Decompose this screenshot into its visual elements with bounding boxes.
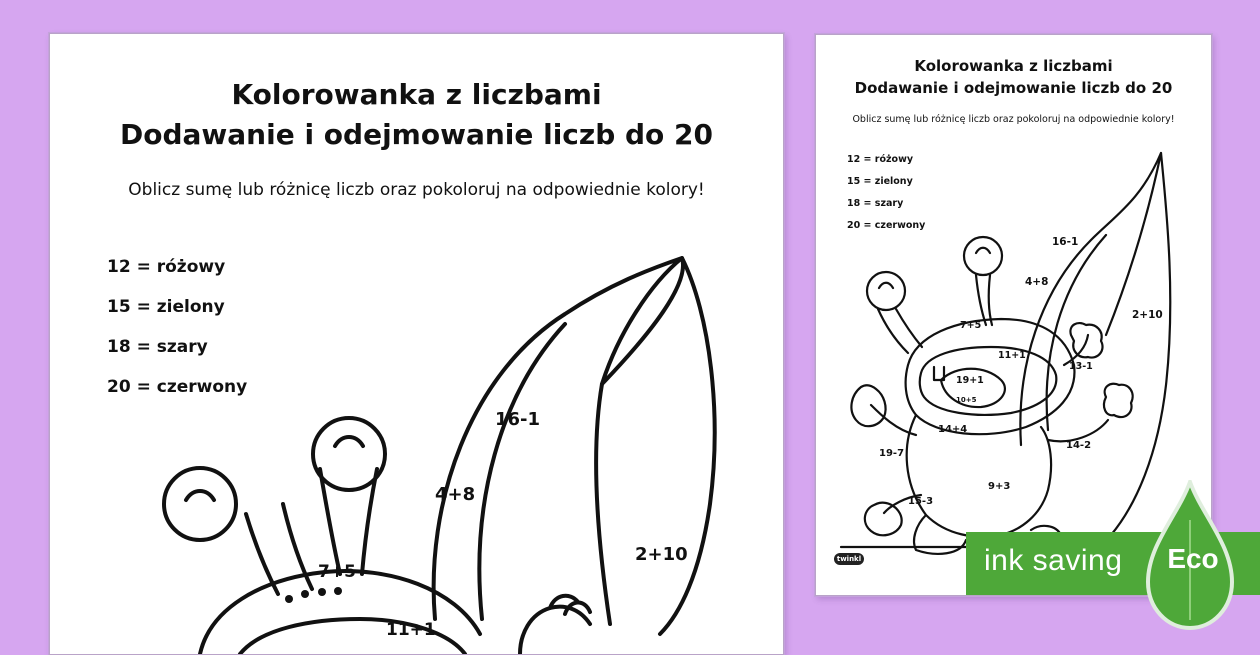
legend-item-red: 20 = czerwony [107, 377, 248, 397]
problem-label: 19-7 [879, 448, 905, 459]
problem-label: 10+5 [956, 396, 977, 404]
problem-label: 7+5 [318, 562, 356, 582]
problem-label: 9+3 [988, 481, 1011, 492]
twinkl-logo: twinkl [834, 553, 864, 565]
problem-label: 11+1 [386, 620, 436, 640]
ink-saving-text: ink saving [984, 544, 1123, 577]
worksheet-subtitle: Dodawanie i odejmowanie liczb do 20 [854, 79, 1173, 97]
problem-label: 11+1 [998, 350, 1026, 361]
worksheet-instruction: Oblicz sumę lub różnicę liczb oraz pokoloruj na odpowiednie kolory! [128, 180, 705, 200]
legend-item-green: 15 = zielony [847, 176, 913, 187]
problem-label: 19+1 [956, 375, 984, 386]
problem-label: 13-1 [1069, 361, 1093, 372]
worksheet-subtitle: Dodawanie i odejmowanie liczb do 20 [120, 118, 713, 151]
legend-item-pink: 12 = różowy [847, 154, 914, 165]
problem-label: 2+10 [635, 544, 688, 565]
worksheet-title: Kolorowanka z liczbami [914, 57, 1113, 75]
problem-label: 4+8 [1025, 276, 1049, 288]
problem-label: 14+4 [938, 424, 968, 435]
problem-label: 15-3 [908, 496, 934, 507]
legend-item-green: 15 = zielony [107, 297, 225, 317]
problem-label: 4+8 [435, 484, 476, 505]
problem-label: 16-1 [1052, 236, 1079, 248]
legend-item-grey: 18 = szary [107, 337, 208, 357]
worksheet-instruction: Oblicz sumę lub różnicę liczb oraz pokoloruj na odpowiednie kolory! [852, 114, 1175, 125]
problem-label: 14-2 [1066, 440, 1092, 451]
legend-item-grey: 18 = szary [847, 198, 904, 209]
eco-label: Eco [1167, 543, 1219, 574]
problem-label: 7+5 [960, 320, 982, 331]
legend-item-red: 20 = czerwony [847, 220, 926, 231]
monster-coloring-art [50, 34, 783, 654]
worksheet-preview-large [49, 33, 784, 655]
problem-label: 2+10 [1132, 309, 1163, 321]
problem-label: 16-1 [495, 409, 541, 430]
worksheet-title: Kolorowanka z liczbami [231, 78, 602, 111]
legend-item-pink: 12 = różowy [107, 257, 226, 277]
